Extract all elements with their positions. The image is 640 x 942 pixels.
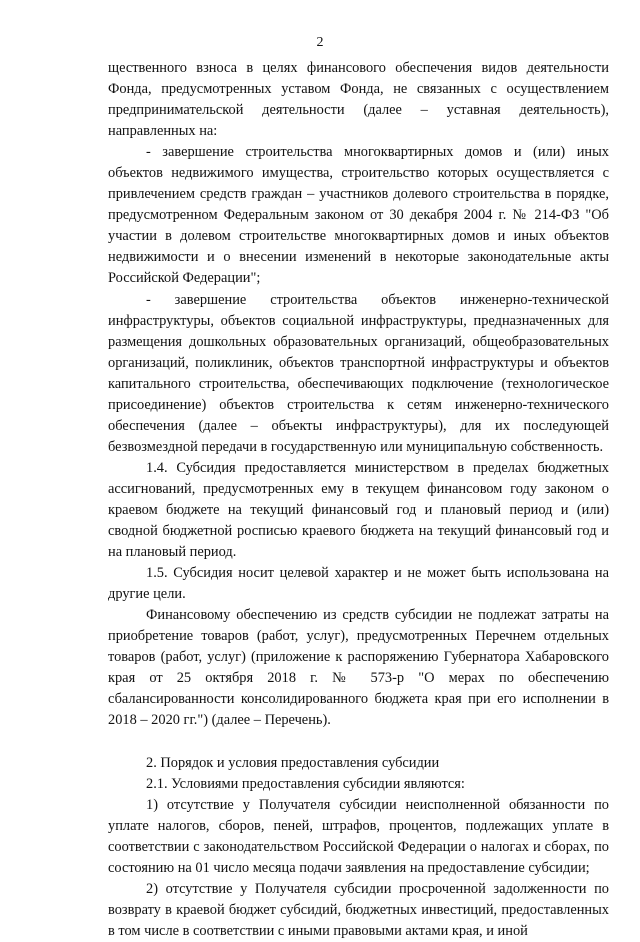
condition-2: 2) отсутствие у Получателя субсидии просроченной задолженности по возврату в краевой бюджет субсидий, бюджетных инвестиций, предоставленных в том числе в соответствии с иными правовыми актами края, и иной	[108, 880, 609, 939]
condition-1: 1) отсутствие у Получателя субсидии неисполненной обязанности по уплате налогов, сборов, пеней, штрафов, процентов, подлежащих уплате в соответствии с законодательством Российской Федерации о налогах и сборах, по состоянию на 01 число месяца подачи заявления на предоставление субсидии;	[108, 796, 609, 876]
document-body	[108, 58, 609, 942]
clause-1-5: 1.5. Субсидия носит целевой характер и не может быть использована на другие цели.	[108, 565, 609, 603]
section-heading-2: 2. Порядок и условия предоставления субсидии	[146, 754, 440, 771]
clause-1-4: 1.4. Субсидия предоставляется министерством в пределах бюджетных ассигнований, предусмотренных ему в текущем финансовом году законом о краевом бюджете на текущий финансовый год и плановый период и (или) сводной бюджетной росписью краевого бюджета на текущий финансовый год и на плановый период.	[108, 459, 609, 561]
page-number: 2	[316, 35, 324, 50]
list-item-infrastructure: - завершение строительства объектов инженерно-технической инфраструктуры, объектов социальной инфраструктуры, предназначенных для размещения дошкольных образовательных организаций, общеобразовательных организаций, поликлиник, объектов транспортной инфраструктуры и объектов капитального строительства, обеспечивающих подключение (технологическое присоединение) объектов строительства к сетям инженерно-технического обеспечения (далее – объекты инфраструктуры), для их последующей безвозмездной передачи в государственную или муниципальную собственность.	[108, 291, 609, 455]
list-item-apartment-buildings: - завершение строительства многоквартирных домов и (или) иных объектов недвижимого имущества, строительство которых осуществляется с привлечением средств граждан – участников долевого строительства в порядке, предусмотренном Федеральным законом от 30 декабря 2004 г. № 214-ФЗ "Об участии в долевом строительстве многоквартирных домов и иных объектов недвижимости и о внесении изменений в некоторые законодательные акты Российской Федерации";	[108, 144, 609, 287]
clause-2-1: 2.1. Условиями предоставления субсидии являются:	[146, 775, 465, 792]
paragraph-continuation: щественного взноса в целях финансового обеспечения видов деятельности Фонда, предусмотренных уставом Фонда, не связанных с осуществлением предпринимательской деятельности (далее – уставная деятельность), направленных на:	[108, 60, 609, 140]
paragraph-excluded-costs: Финансовому обеспечению из средств субсидии не подлежат затраты на приобретение товаров (работ, услуг), предусмотренных Перечнем отдельных товаров (работ, услуг) (приложение к распоряжению Губернатора Хабаровского края от 25 октября 2018 г. № 573-р "О мерах по обеспечению сбалансированности консолидированного бюджета края при его исполнении в 2018 – 2020 гг.") (далее – Перечень).	[108, 607, 609, 729]
